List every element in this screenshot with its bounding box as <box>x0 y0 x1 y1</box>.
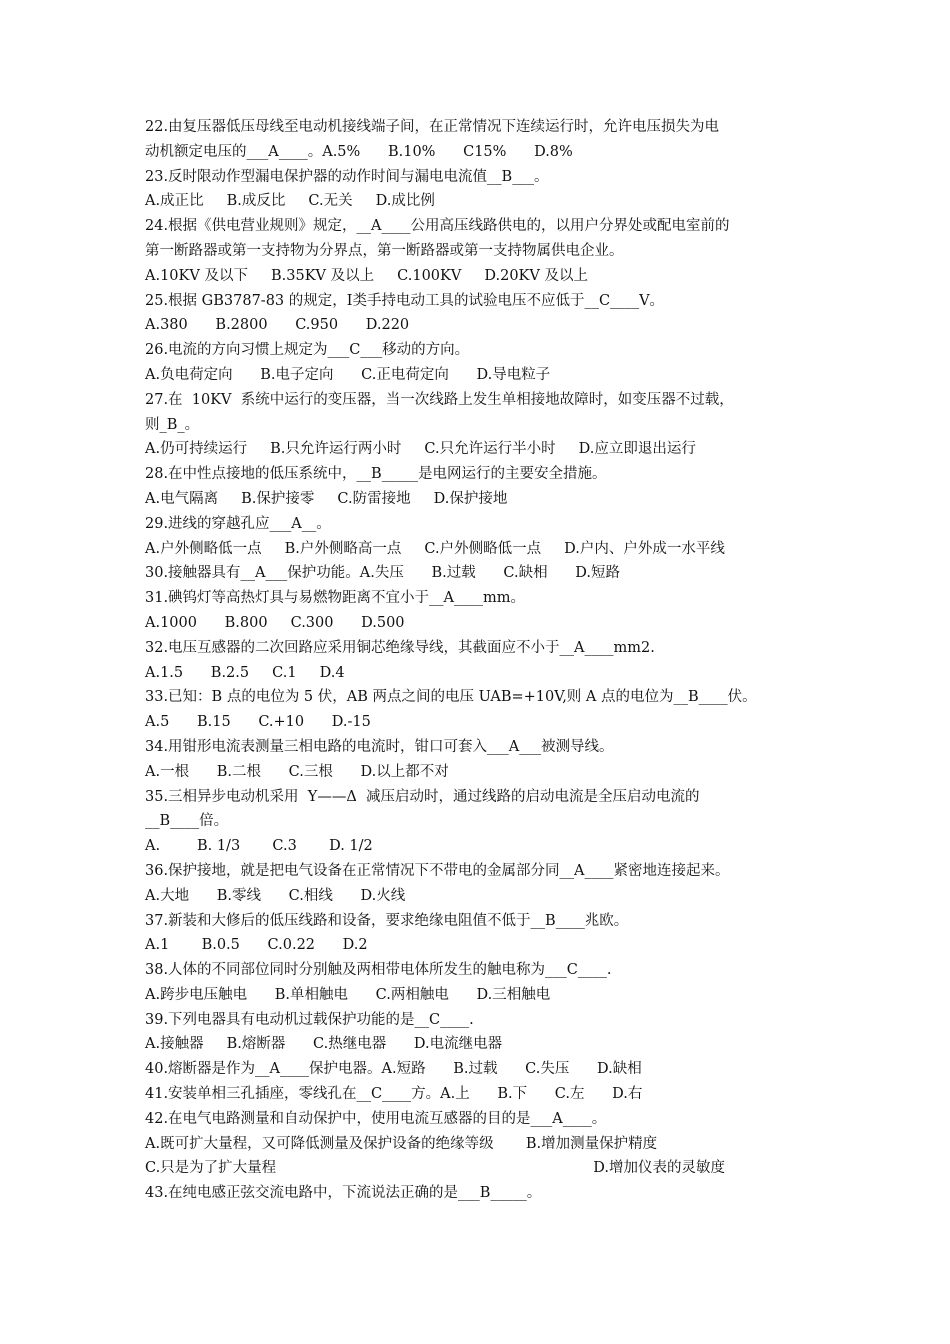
text-line: 24.根据《供电营业规则》规定，__A____公用高压线路供电的，以用户分界处或配电室前的 <box>145 218 730 235</box>
text-line: 36.保护接地，就是把电气设备在正常情况下不带电的金属部分同__A____紧密地连接起来。 <box>145 862 730 879</box>
text-line: 27.在 10KV 系统中运行的变压器，当一次线路上发生单相接地故障时，如变压器不过载， <box>145 391 734 408</box>
text-line: 40.熔断器是作为__A____保护电器。A.短路 B.过载 C.失压 D.缺相 <box>145 1061 642 1078</box>
text-line: 26.电流的方向习惯上规定为___C___移动的方向。 <box>145 342 470 359</box>
text-line: 22.由复压器低压母线至电动机接线端子间，在正常情况下连续运行时，允许电压损失为电 <box>145 119 720 135</box>
option-left: C.只是为了扩大量程 <box>145 1160 277 1177</box>
text-line: 34.用钳形电流表测量三相电路的电流时，钳口可套入___A___被测导线。 <box>145 738 614 755</box>
text-line: 23.反时限动作型漏电保护器的动作时间与漏电电流值__B___。 <box>145 168 549 185</box>
text-line: __B____倍。 <box>145 813 229 830</box>
text-line: A.户外侧略低一点 B.户外侧略高一点 C.户外侧略低一点 D.户内、户外成一水平线 <box>145 540 725 557</box>
text-line: A.1.5 B.2.5 C.1 D.4 <box>145 664 345 681</box>
text-line: 35.三相异步电动机采用 Y——Δ 减压启动时，通过线路的启动电流是全压启动电流的 <box>145 788 700 805</box>
text-line: 42.在电气电路测量和自动保护中，使用电流互感器的目的是___A____。 <box>145 1110 607 1127</box>
text-line: 则_B_。 <box>145 416 200 433</box>
text-line: 32.电压互感器的二次回路应采用铜芯绝缘导线，其截面应不小于__A____mm2. <box>145 639 655 656</box>
text-line: 39.下列电器具有电动机过载保护功能的是__C____. <box>145 1011 474 1028</box>
text-line: A.成正比 B.成反比 C.无关 D.成比例 <box>145 193 435 210</box>
option-right: D.增加仪表的灵敏度 <box>593 1160 725 1177</box>
text-line: 37.新装和大修后的低压线路和设备，要求绝缘电阻值不低于__B____兆欧。 <box>145 912 629 929</box>
text-line: A.380 B.2800 C.950 D.220 <box>145 317 410 334</box>
text-line: A.10KV 及以下 B.35KV 及以上 C.100KV D.20KV 及以上 <box>145 267 588 284</box>
text-line: A.仍可持续运行 B.只允许运行两小时 C.只允许运行半小时 D.应立即退出运行 <box>145 441 696 458</box>
text-line: A.1 B.0.5 C.0.22 D.2 <box>145 937 368 954</box>
text-line: 第一断路器或第一支持物为分界点，第一断路器或第一支持物属供电企业。 <box>145 242 624 259</box>
text-line: 28.在中性点接地的低压系统中，__B_____是电网运行的主要安全措施。 <box>145 466 607 483</box>
text-line: A.负电荷定向 B.电子定向 C.正电荷定向 D.导电粒子 <box>145 366 551 383</box>
text-line: 动机额定电压的___A____。A.5% B.10% C15% D.8% <box>145 143 573 160</box>
text-line: 41.安装单相三孔插座，零线孔在__C____方。A.上 B.下 C.左 D.右 <box>145 1086 643 1103</box>
text-line: 29.进线的穿越孔应___A__。 <box>145 515 331 532</box>
text-line: 38.人体的不同部位同时分别触及两相带电体所发生的触电称为___C____. <box>145 962 612 979</box>
text-line: 31.碘钨灯等高热灯具与易燃物距离不宜小于__A____mm。 <box>145 590 526 607</box>
text-line: 43.在纯电感正弦交流电路中，下流说法正确的是___B_____。 <box>145 1185 542 1202</box>
text-line: A.大地 B.零线 C.相线 D.火线 <box>145 887 406 904</box>
text-line: A.跨步电压触电 B.单相触电 C.两相触电 D.三相触电 <box>145 986 551 1003</box>
text-line: A.一根 B.二根 C.三根 D.以上都不对 <box>145 763 449 780</box>
text-line: A.既可扩大量程，又可降低测量及保护设备的绝缘等级 B.增加测量保护精度 <box>145 1135 658 1152</box>
text-line: 25.根据 GB3787-83 的规定，Ⅰ类手持电动工具的试验电压不应低于__C____V。 <box>145 292 665 309</box>
text-line: A.1000 B.800 C.300 D.500 <box>145 614 405 631</box>
text-line: 33.已知：B 点的电位为 5 伏，AB 两点之间的电压 UAB=+10V,则 A 点的电位为__B____伏。 <box>145 689 757 706</box>
split-option-line <box>145 1156 815 1181</box>
document-page <box>145 115 815 1206</box>
text-line: A. B. 1/3 C.3 D. 1/2 <box>145 838 373 855</box>
text-line: 30.接触器具有__A___保护功能。A.失压 B.过载 C.缺相 D.短路 <box>145 565 620 582</box>
text-line: A.接触器 B.熔断器 C.热继电器 D.电流继电器 <box>145 1036 503 1053</box>
text-line: A.5 B.15 C.+10 D.-15 <box>145 714 371 731</box>
text-line: A.电气隔离 B.保护接零 C.防雷接地 D.保护接地 <box>145 490 508 507</box>
